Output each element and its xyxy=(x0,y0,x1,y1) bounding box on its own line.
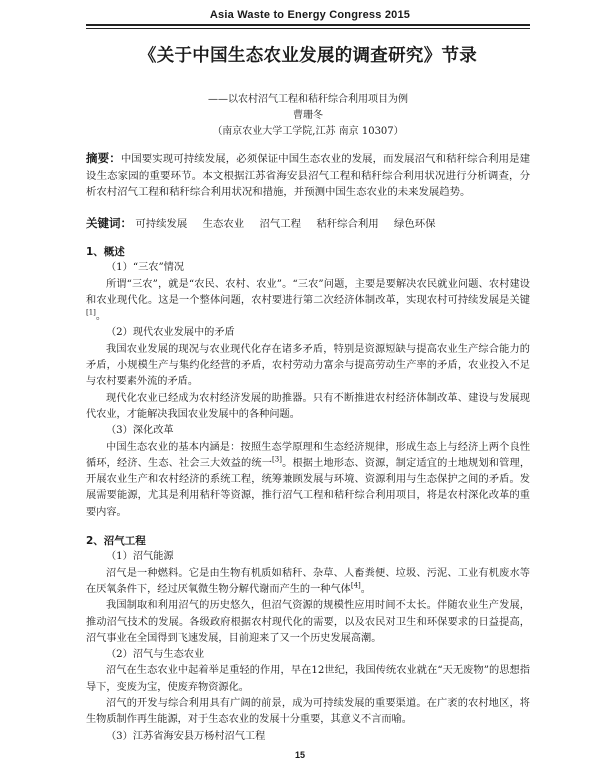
section-heading: 2、沼气工程 xyxy=(86,535,146,548)
subsection-heading: （3）深化改革 xyxy=(106,425,174,437)
paragraph: 沼气的开发与综合利用具有广阔的前景，成为可持续发展的重要渠道。在广袤的农村地区，将生物质制作再生能源，对于生态农业的发展十分重要，其意义不言而喻。 xyxy=(86,698,530,726)
paper-body xyxy=(86,242,530,745)
author-name: 曹珊冬 xyxy=(293,110,323,121)
paragraph-text: 。 xyxy=(360,583,371,595)
paper-subtitle: ——以农村沼气工程和秸秆综合利用项目为例 xyxy=(208,94,408,105)
section-heading: 1、概述 xyxy=(86,246,125,258)
paragraph-text: 。根据土地形态、资源，制定适宜的土地规划和管理，开展农业生产和农村经济的系统工程，统筹兼顾发展与环境、资源利用与生态保护之间的矛盾。发展需要能源，尤其是利用秸秆等资源，推行沼气工程和秸秆综合利用项目，将是农村深化改革的重要内容。 xyxy=(86,457,531,518)
paragraph-text: 中国生态农业的基本内涵是：按照生态学原理和生态经济规律，形成生态上与经济上两个良性循环，经济、生态、社会三大效益的统一 xyxy=(86,441,530,469)
keywords xyxy=(86,215,530,232)
citation-ref: [4] xyxy=(350,581,361,590)
paragraph-text: 所谓“三农”，就是“农民、农村、农业”。“三农”问题，主要是要解决农民就业问题、农村建设和农业现代化。这是一个整体问题，农村要进行第二次经济体制改革，实现农村可持续发展是关键 xyxy=(86,278,530,306)
paragraph xyxy=(86,277,530,326)
paragraph-text: 。 xyxy=(95,311,107,323)
keyword: 可持续发展 xyxy=(135,218,188,230)
keyword: 绿色环保 xyxy=(393,218,436,230)
header-rule-thin xyxy=(86,28,530,29)
abstract-label: 摘要： xyxy=(86,151,121,165)
keyword: 秸秆综合利用 xyxy=(316,218,379,230)
paragraph: 我国农业发展的现况与农业现代化存在诸多矛盾，特别是资源短缺与提高农业生产综合能力的矛盾，小规模生产与集约化经营的矛盾，农村劳动力富余与提高劳动生产率的矛盾，农业投入不足与农村要素外流的矛盾。 xyxy=(86,343,530,388)
abstract-text: 中国要实现可持续发展，必须保证中国生态农业的发展，而发展沼气和秸秆综合利用是建设生态家园的重要环节。本文根据江苏省海安县沼气工程和秸秆综合利用状况进行分析调查，分析农村沼气工程和秸秆综合利用状况和措施，并预测中国生态农业的未来发展趋势。 xyxy=(86,153,530,198)
paper-title: 《关于中国生态农业发展的调查研究》节录 xyxy=(138,46,478,66)
subsection-heading: （2）现代农业发展中的矛盾 xyxy=(106,327,235,339)
header-rule-thick xyxy=(86,24,530,26)
citation-ref: [3] xyxy=(272,455,282,464)
keyword: 生态农业 xyxy=(202,218,245,230)
page-number: 15 xyxy=(294,750,305,760)
author-affiliation: （南京农业大学工学院,江苏 南京 10307） xyxy=(212,126,404,137)
subsection-heading: （3）江苏省海安县万杨村沼气工程 xyxy=(106,730,266,742)
paragraph xyxy=(86,440,530,521)
keywords-label: 关键词： xyxy=(86,216,132,230)
subsection-heading: （1）“三农”情况 xyxy=(106,262,185,274)
paragraph: 沼气在生态农业中起着举足重轻的作用，早在12世纪，我国传统农业就在“天无废物”的思想指导下，变废为宝，使废弃物资源化。 xyxy=(86,665,530,693)
running-head: Asia Waste to Energy Congress 2015 xyxy=(209,9,411,21)
subsection-heading: （2）沼气与生态农业 xyxy=(106,649,205,661)
keyword: 沼气工程 xyxy=(259,218,302,230)
subsection-heading: （1）沼气能源 xyxy=(106,551,174,563)
paragraph: 我国制取和利用沼气的历史悠久，但沼气资源的规模性应用时间不太长。伴随农业生产发展，推动沼气技术的发展。各级政府根据农村现代化的需要，以及农民对卫生和环保要求的日益提高，沼气事业在全国得到飞速发展，目前迎来了又一个历史发展高潮。 xyxy=(86,600,530,644)
paragraph: 现代化农业已经成为农村经济发展的助推器。只有不断推进农村经济体制改革、建设与发展现代农业，才能解决我国农业发展中的各种问题。 xyxy=(86,392,530,420)
paragraph xyxy=(86,566,530,599)
abstract xyxy=(86,150,530,201)
citation-ref: [1] xyxy=(86,308,96,317)
paragraph-text: 沼气是一种燃料。它是由生物有机质如秸秆、杂草、人畜粪便、垃圾、污泥、工业有机废水等在厌氧条件下，经过厌氧微生物分解代谢而产生的一种气体 xyxy=(86,567,530,595)
